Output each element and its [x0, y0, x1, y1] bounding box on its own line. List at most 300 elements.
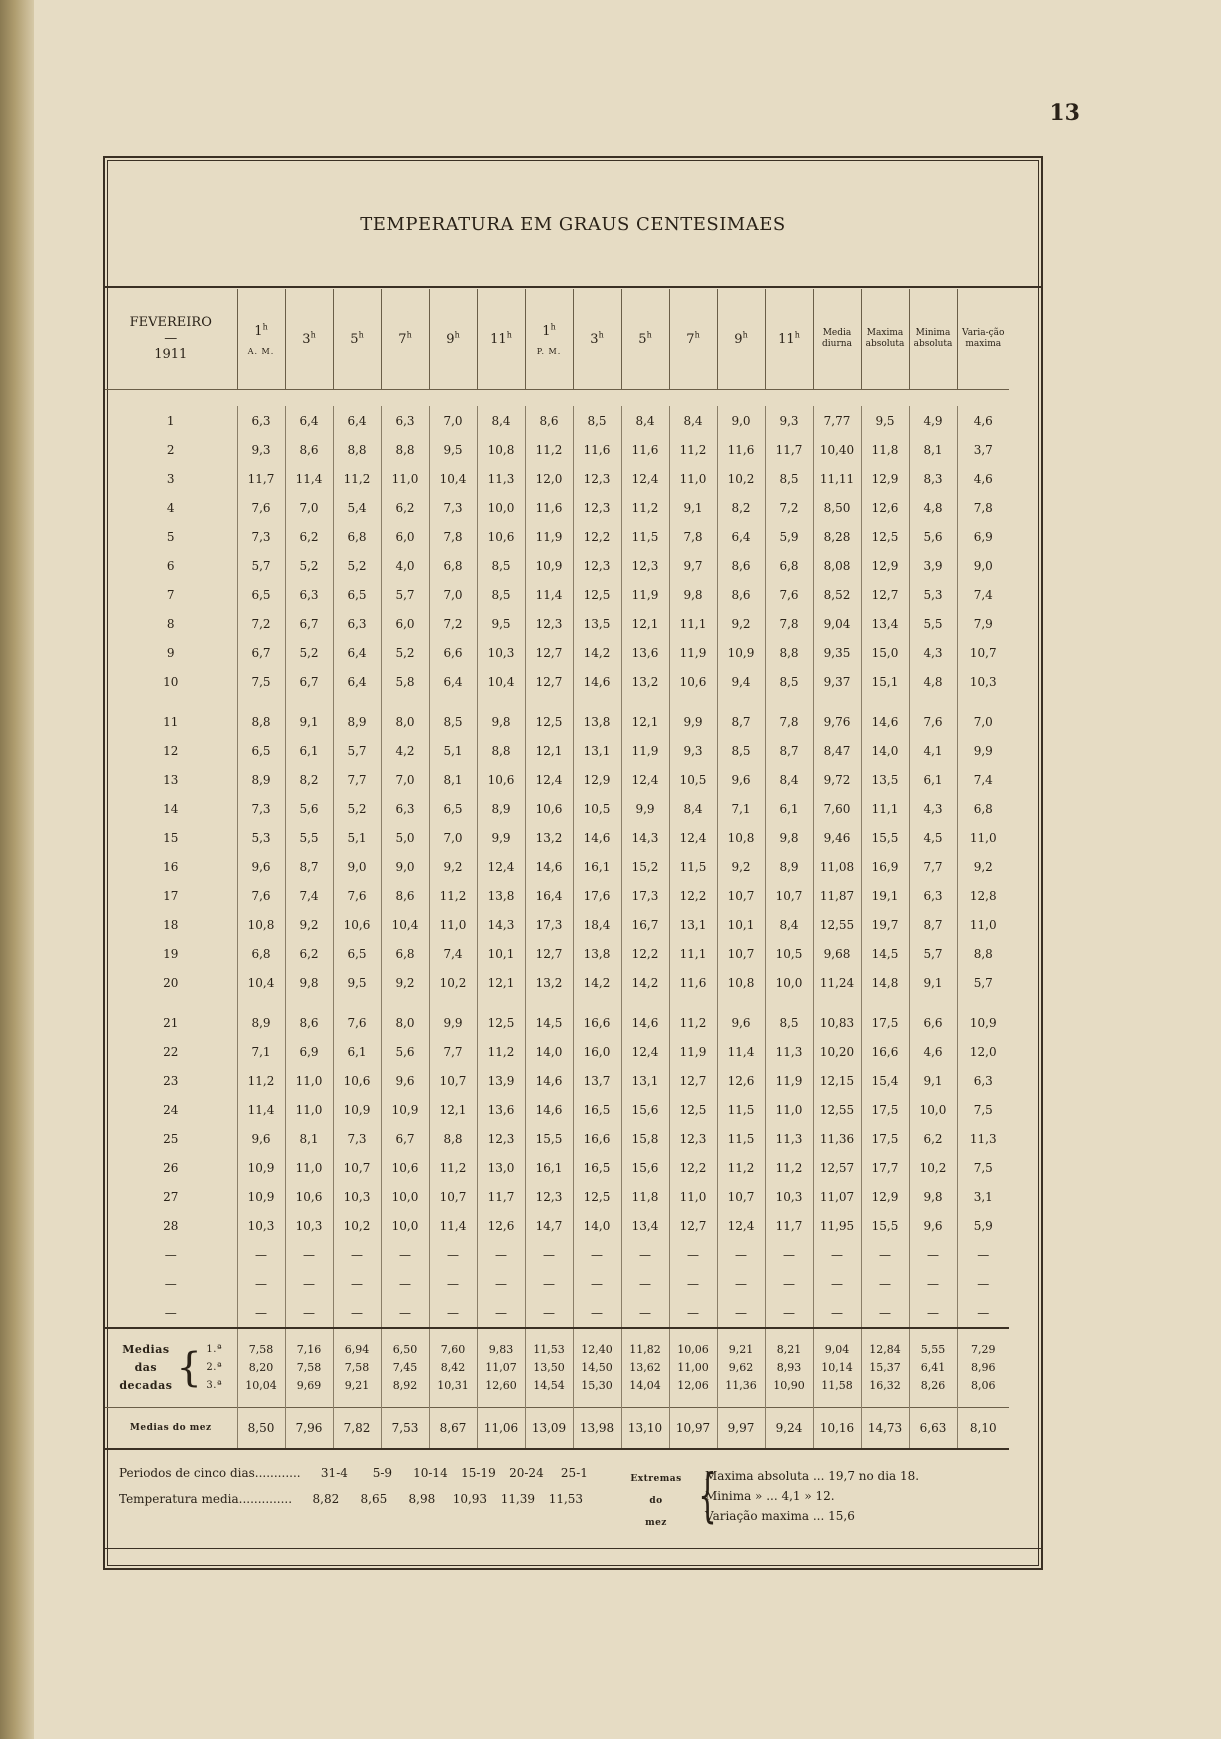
value-cell: 10,4	[381, 910, 429, 939]
value-cell: 8,8	[381, 435, 429, 464]
day-cell: 3	[166, 471, 175, 486]
value-cell: 9,6	[717, 1008, 765, 1037]
value-cell: 11,2	[669, 1008, 717, 1037]
day-cell: 10	[163, 674, 179, 689]
month-average-cell: 9,97	[717, 1408, 765, 1450]
value-cell: —	[957, 1269, 1009, 1298]
value-cell: —	[717, 1240, 765, 1269]
value-cell: 11,2	[669, 435, 717, 464]
value-cell: 7,9	[957, 609, 1009, 638]
value-cell: 11,2	[765, 1153, 813, 1182]
value-cell: 9,9	[429, 1008, 477, 1037]
table-row	[105, 1269, 1009, 1298]
value-cell: 6,3	[381, 406, 429, 435]
value-cell: —	[813, 1269, 861, 1298]
value-cell: 8,28	[813, 522, 861, 551]
value-cell: 5,6	[381, 1037, 429, 1066]
minima-absoluta-header: Minima absoluta	[909, 289, 957, 390]
value-cell: 10,3	[333, 1182, 381, 1211]
value-cell: 7,0	[429, 580, 477, 609]
value-cell: 17,5	[861, 1095, 909, 1124]
value-cell: 10,5	[573, 794, 621, 823]
period-value: 5-9	[372, 1466, 393, 1480]
value-cell: 11,7	[237, 464, 285, 493]
value-cell: 11,9	[669, 1037, 717, 1066]
value-cell: 9,72	[813, 765, 861, 794]
value-cell: 16,6	[861, 1037, 909, 1066]
value-cell: 5,2	[285, 551, 333, 580]
value-cell: 12,8	[957, 881, 1009, 910]
value-cell: 11,7	[765, 435, 813, 464]
table-row	[105, 765, 1009, 794]
value-cell: 6,0	[381, 609, 429, 638]
media-diurna-header: Media diurna	[813, 289, 861, 390]
table-row	[105, 1124, 1009, 1153]
value-cell: 5,2	[333, 551, 381, 580]
value-cell: 7,7	[333, 765, 381, 794]
value-cell: 10,9	[333, 1095, 381, 1124]
value-cell: 7,5	[957, 1095, 1009, 1124]
value-cell: 8,50	[813, 493, 861, 522]
value-cell: 7,5	[237, 667, 285, 696]
value-cell: 8,4	[669, 406, 717, 435]
value-cell: —	[669, 1269, 717, 1298]
value-cell: 11,11	[813, 464, 861, 493]
value-cell: 8,2	[717, 493, 765, 522]
value-cell: 10,0	[381, 1211, 429, 1240]
value-cell: —	[669, 1240, 717, 1269]
period-value: 20-24	[509, 1466, 544, 1480]
month-average-cell: 8,50	[237, 1408, 285, 1450]
value-cell: 9,5	[477, 609, 525, 638]
value-cell: 7,6	[765, 580, 813, 609]
table-row	[105, 609, 1009, 638]
value-cell: 7,8	[429, 522, 477, 551]
month-average-cell: 13,09	[525, 1408, 573, 1450]
value-cell: 7,3	[333, 1124, 381, 1153]
value-cell: 11,0	[285, 1153, 333, 1182]
value-cell: 6,6	[429, 638, 477, 667]
value-cell: 7,60	[813, 794, 861, 823]
value-cell: 8,9	[237, 1008, 285, 1037]
period-value: 31-4	[320, 1466, 348, 1480]
value-cell: 8,0	[381, 1008, 429, 1037]
value-cell: 13,2	[621, 667, 669, 696]
value-cell: 10,5	[669, 765, 717, 794]
value-cell: 6,8	[429, 551, 477, 580]
value-cell: 12,9	[861, 1182, 909, 1211]
value-cell: 8,4	[669, 794, 717, 823]
value-cell: 15,2	[621, 852, 669, 881]
decade-average-cell: 5,55 6,41 8,26	[909, 1328, 957, 1408]
value-cell: 7,0	[957, 707, 1009, 736]
value-cell: 9,0	[957, 551, 1009, 580]
value-cell: 9,3	[669, 736, 717, 765]
value-cell: 9,46	[813, 823, 861, 852]
value-cell: 11,2	[429, 1153, 477, 1182]
daily-rows	[105, 390, 1009, 1329]
value-cell: 11,2	[237, 1066, 285, 1095]
day-cell: 11	[163, 714, 179, 729]
value-cell: 18,4	[573, 910, 621, 939]
value-cell: 14,6	[861, 707, 909, 736]
value-cell: —	[861, 1298, 909, 1328]
value-cell: 14,7	[525, 1211, 573, 1240]
value-cell: 12,0	[957, 1037, 1009, 1066]
value-cell: —	[285, 1240, 333, 1269]
value-cell: —	[957, 1298, 1009, 1328]
value-cell: 6,2	[285, 939, 333, 968]
value-cell: —	[333, 1298, 381, 1328]
value-cell: 8,7	[765, 736, 813, 765]
value-cell: —	[621, 1240, 669, 1269]
day-cell: 5	[166, 529, 175, 544]
value-cell: 8,1	[285, 1124, 333, 1153]
mean-temp-value: 10,93	[452, 1492, 488, 1506]
table-row	[105, 736, 1009, 765]
value-cell: 6,7	[381, 1124, 429, 1153]
day-cell: 28	[163, 1218, 179, 1233]
day-cell: 14	[163, 801, 179, 816]
value-cell: 9,8	[285, 968, 333, 997]
pm-label: P. M.	[536, 346, 562, 356]
value-cell: 8,6	[285, 435, 333, 464]
year: 1911	[154, 347, 188, 362]
value-cell: 8,5	[477, 580, 525, 609]
value-cell: 12,3	[573, 551, 621, 580]
value-cell: 6,7	[285, 667, 333, 696]
value-cell: —	[285, 1298, 333, 1328]
month-average-cell: 11,06	[477, 1408, 525, 1450]
value-cell: 13,5	[861, 765, 909, 794]
mean-temp-value: 8,98	[408, 1492, 436, 1506]
value-cell: —	[381, 1269, 429, 1298]
value-cell: 10,9	[381, 1095, 429, 1124]
value-cell: —	[813, 1298, 861, 1328]
value-cell: 10,6	[669, 667, 717, 696]
value-cell: 6,8	[765, 551, 813, 580]
value-cell: 11,3	[477, 464, 525, 493]
day-cell: 2	[166, 442, 175, 457]
header-row	[105, 289, 1009, 390]
value-cell: 6,7	[285, 609, 333, 638]
value-cell: 7,6	[333, 881, 381, 910]
month-average-cell: 8,67	[429, 1408, 477, 1450]
value-cell: 14,5	[525, 1008, 573, 1037]
month-average-cell: 7,96	[285, 1408, 333, 1450]
value-cell: 3,1	[957, 1182, 1009, 1211]
value-cell: 14,6	[525, 1066, 573, 1095]
value-cell: 10,9	[525, 551, 573, 580]
value-cell: 9,9	[669, 707, 717, 736]
value-cell: 12,4	[525, 765, 573, 794]
month-dash: —	[164, 331, 178, 346]
value-cell: 11,6	[573, 435, 621, 464]
value-cell: 12,55	[813, 910, 861, 939]
value-cell: 6,2	[285, 522, 333, 551]
am-label: A. M.	[247, 346, 275, 356]
value-cell: 10,7	[429, 1066, 477, 1095]
value-cell: 8,5	[765, 667, 813, 696]
value-cell: —	[573, 1269, 621, 1298]
value-cell: —	[909, 1269, 957, 1298]
value-cell: —	[717, 1269, 765, 1298]
value-cell: 6,1	[909, 765, 957, 794]
value-cell: 7,0	[285, 493, 333, 522]
value-cell: 9,2	[381, 968, 429, 997]
value-cell: 10,4	[429, 464, 477, 493]
decade-average-cell: 11,53 13,50 14,54	[525, 1328, 573, 1408]
value-cell: 12,5	[669, 1095, 717, 1124]
value-cell: 11,4	[525, 580, 573, 609]
value-cell: 7,2	[429, 609, 477, 638]
value-cell: 11,95	[813, 1211, 861, 1240]
value-cell: 7,3	[429, 493, 477, 522]
value-cell: 5,9	[957, 1211, 1009, 1240]
value-cell: 5,1	[429, 736, 477, 765]
value-cell: 6,3	[381, 794, 429, 823]
value-cell: 10,3	[765, 1182, 813, 1211]
value-cell: 8,5	[765, 464, 813, 493]
value-cell: 7,6	[237, 493, 285, 522]
value-cell: 10,6	[333, 1066, 381, 1095]
value-cell: 12,57	[813, 1153, 861, 1182]
value-cell: 7,4	[429, 939, 477, 968]
day-cell: 26	[163, 1160, 179, 1175]
value-cell: —	[237, 1240, 285, 1269]
maxima-absoluta-header: Maxima absoluta	[861, 289, 909, 390]
value-cell: 10,3	[477, 638, 525, 667]
month-average-cell: 9,24	[765, 1408, 813, 1450]
value-cell: 9,9	[621, 794, 669, 823]
period-value: 15-19	[461, 1466, 496, 1480]
value-cell: 9,1	[909, 1066, 957, 1095]
value-cell: 10,3	[957, 667, 1009, 696]
value-cell: —	[765, 1240, 813, 1269]
mean-temp-value: 8,82	[312, 1492, 340, 1506]
value-cell: 9,35	[813, 638, 861, 667]
value-cell: 11,2	[477, 1037, 525, 1066]
value-cell: 7,0	[429, 406, 477, 435]
value-cell: 13,1	[573, 736, 621, 765]
day-cell: —	[164, 1276, 177, 1291]
value-cell: 11,5	[717, 1095, 765, 1124]
value-cell: 10,8	[717, 823, 765, 852]
hour-header: 9$^h$	[717, 289, 765, 390]
value-cell: 10,7	[717, 939, 765, 968]
value-cell: 10,7	[717, 1182, 765, 1211]
table-row	[105, 551, 1009, 580]
value-cell: 8,5	[573, 406, 621, 435]
value-cell: 12,6	[717, 1066, 765, 1095]
value-cell: 12,5	[861, 522, 909, 551]
value-cell: 11,5	[621, 522, 669, 551]
value-cell: 11,0	[765, 1095, 813, 1124]
value-cell: 11,2	[621, 493, 669, 522]
value-cell: 4,0	[381, 551, 429, 580]
value-cell: 10,0	[765, 968, 813, 997]
value-cell: 11,9	[765, 1066, 813, 1095]
page-number: 13	[1049, 100, 1080, 126]
value-cell: 16,9	[861, 852, 909, 881]
value-cell: 7,77	[813, 406, 861, 435]
value-cell: 14,3	[477, 910, 525, 939]
value-cell: —	[381, 1298, 429, 1328]
value-cell: 8,08	[813, 551, 861, 580]
value-cell: 9,68	[813, 939, 861, 968]
hour-header: 9$^h$	[429, 289, 477, 390]
period-value: 25-1	[560, 1466, 588, 1480]
value-cell: —	[429, 1269, 477, 1298]
value-cell: 11,7	[765, 1211, 813, 1240]
day-cell: 27	[163, 1189, 179, 1204]
value-cell: 11,9	[525, 522, 573, 551]
value-cell: 10,4	[237, 968, 285, 997]
value-cell: 15,5	[525, 1124, 573, 1153]
table-row	[105, 1240, 1009, 1269]
value-cell: 9,6	[909, 1211, 957, 1240]
decade-average-cell: 6,94 7,58 9,21	[333, 1328, 381, 1408]
max-absolute: Maxima absoluta ... 19,7 no dia 18.	[705, 1469, 920, 1483]
value-cell: 8,3	[909, 464, 957, 493]
month-average-cell: 13,10	[621, 1408, 669, 1450]
value-cell: 8,5	[429, 707, 477, 736]
value-cell: 11,0	[381, 464, 429, 493]
value-cell: —	[573, 1298, 621, 1328]
value-cell: 13,9	[477, 1066, 525, 1095]
value-cell: 7,7	[909, 852, 957, 881]
value-cell: 9,8	[909, 1182, 957, 1211]
value-cell: 12,1	[621, 707, 669, 736]
value-cell: 13,1	[621, 1066, 669, 1095]
decade-gap	[105, 997, 1009, 1008]
value-cell: 13,4	[621, 1211, 669, 1240]
table-row	[105, 435, 1009, 464]
value-cell: 12,3	[525, 609, 573, 638]
hour-header: 1$^h$ P. M.	[525, 289, 573, 390]
min-absolute: Minima » ... 4,1 » 12.	[705, 1489, 835, 1503]
value-cell: 8,8	[429, 1124, 477, 1153]
value-cell: 10,7	[333, 1153, 381, 1182]
value-cell: 11,0	[429, 910, 477, 939]
table-row	[105, 852, 1009, 881]
month-average-cell: 7,53	[381, 1408, 429, 1450]
table-row	[105, 794, 1009, 823]
value-cell: 12,5	[477, 1008, 525, 1037]
value-cell: 11,3	[765, 1124, 813, 1153]
value-cell: —	[765, 1298, 813, 1328]
value-cell: 11,2	[717, 1153, 765, 1182]
value-cell: 10,7	[765, 881, 813, 910]
value-cell: 16,6	[573, 1008, 621, 1037]
value-cell: 9,2	[285, 910, 333, 939]
value-cell: 7,4	[957, 765, 1009, 794]
table-row	[105, 939, 1009, 968]
value-cell: 7,4	[285, 881, 333, 910]
value-cell: —	[477, 1298, 525, 1328]
table-row	[105, 406, 1009, 435]
table-row	[105, 1066, 1009, 1095]
value-cell: 14,6	[573, 823, 621, 852]
value-cell: 9,5	[333, 968, 381, 997]
value-cell: 11,9	[621, 580, 669, 609]
value-cell: 8,52	[813, 580, 861, 609]
value-cell: 12,2	[669, 881, 717, 910]
value-cell: 11,2	[429, 881, 477, 910]
value-cell: 6,6	[909, 1008, 957, 1037]
value-cell: 6,3	[333, 609, 381, 638]
value-cell: —	[333, 1269, 381, 1298]
month-average-cell: 6,63	[909, 1408, 957, 1450]
value-cell: 11,36	[813, 1124, 861, 1153]
month-average-label: Medias do mez	[105, 1408, 237, 1450]
decade-average-cell: 10,06 11,00 12,06	[669, 1328, 717, 1408]
value-cell: 6,3	[909, 881, 957, 910]
value-cell: 8,1	[909, 435, 957, 464]
value-cell: —	[525, 1298, 573, 1328]
value-cell: 7,4	[957, 580, 1009, 609]
value-cell: —	[621, 1298, 669, 1328]
value-cell: 11,4	[717, 1037, 765, 1066]
table-row	[105, 1037, 1009, 1066]
table-row	[105, 1153, 1009, 1182]
mean-temp-value: 8,65	[360, 1492, 388, 1506]
table-row	[105, 667, 1009, 696]
value-cell: 11,3	[957, 1124, 1009, 1153]
table-row	[105, 493, 1009, 522]
value-cell: 13,8	[477, 881, 525, 910]
value-cell: 6,5	[237, 580, 285, 609]
value-cell: 11,2	[333, 464, 381, 493]
value-cell: 12,4	[669, 823, 717, 852]
value-cell: 6,2	[909, 1124, 957, 1153]
value-cell: 4,5	[909, 823, 957, 852]
value-cell: 7,2	[237, 609, 285, 638]
value-cell: 10,3	[237, 1211, 285, 1240]
value-cell: 12,4	[621, 464, 669, 493]
value-cell: 8,4	[477, 406, 525, 435]
table-row	[105, 1182, 1009, 1211]
value-cell: 12,7	[861, 580, 909, 609]
table-row	[105, 464, 1009, 493]
value-cell: —	[813, 1240, 861, 1269]
value-cell: 10,7	[429, 1182, 477, 1211]
value-cell: 10,0	[909, 1095, 957, 1124]
value-cell: 9,6	[237, 1124, 285, 1153]
value-cell: 11,0	[957, 823, 1009, 852]
value-cell: 6,7	[237, 638, 285, 667]
summary-rows	[105, 1328, 1009, 1449]
value-cell: 11,7	[477, 1182, 525, 1211]
value-cell: 6,3	[957, 1066, 1009, 1095]
title-rule	[105, 286, 1041, 288]
value-cell: 9,37	[813, 667, 861, 696]
value-cell: 11,8	[861, 435, 909, 464]
day-cell: 24	[163, 1102, 179, 1117]
value-cell: 8,7	[285, 852, 333, 881]
value-cell: —	[861, 1240, 909, 1269]
value-cell: 9,2	[717, 609, 765, 638]
value-cell: 9,6	[717, 765, 765, 794]
value-cell: 7,7	[429, 1037, 477, 1066]
decade-averages-label: Medias das decadas { 1.ª 2.ª 3.ª	[105, 1328, 237, 1408]
value-cell: 7,8	[669, 522, 717, 551]
value-cell: 8,9	[477, 794, 525, 823]
value-cell: 11,5	[669, 852, 717, 881]
value-cell: 13,6	[477, 1095, 525, 1124]
value-cell: 11,8	[621, 1182, 669, 1211]
value-cell: 7,3	[237, 522, 285, 551]
